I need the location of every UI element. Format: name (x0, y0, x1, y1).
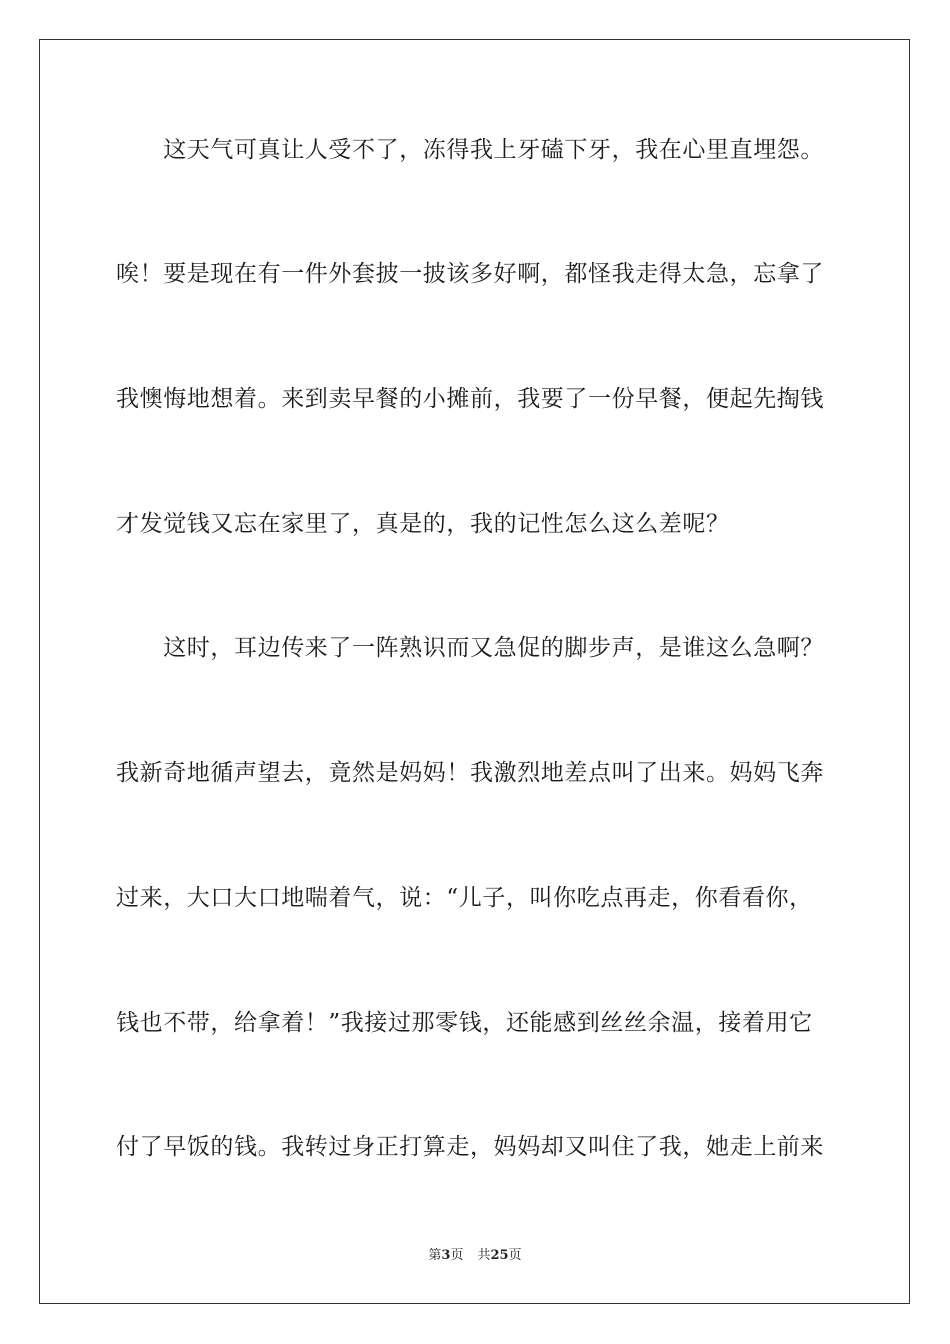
page-footer (0, 1247, 950, 1265)
body-line-1: 这天气可真让人受不了，冻得我上牙磕下牙，我在心里直埋怨。 (116, 137, 824, 163)
body-line-6: 我新奇地循声望去，竟然是妈妈！我激烈地差点叫了出来。妈妈飞奔 (116, 760, 824, 786)
footer-page-unit: 页 (450, 1248, 464, 1263)
current-page-number: 3 (441, 1248, 451, 1263)
footer-prefix: 第 (428, 1248, 442, 1263)
body-line-3: 我懊悔地想着。来到卖早餐的小摊前，我要了一份早餐，便起先掏钱 (116, 386, 824, 412)
footer-total-prefix: 共 (477, 1248, 491, 1263)
body-line-2: 唉！要是现在有一件外套披一披该多好啊，都怪我走得太急，忘拿了 (116, 261, 824, 287)
body-line-7: 过来，大口大口地喘着气，说：“儿子，叫你吃点再走，你看看你， (116, 885, 813, 911)
body-line-5: 这时，耳边传来了一阵熟识而又急促的脚步声，是谁这么急啊？ (116, 635, 824, 661)
body-line-9: 付了早饭的钱。我转过身正打算走，妈妈却又叫住了我，她走上前来 (116, 1134, 824, 1160)
page-border (39, 39, 910, 1304)
body-line-4: 才发觉钱又忘在家里了，真是的，我的记性怎么这么差呢？ (116, 511, 730, 537)
footer-total-unit: 页 (508, 1248, 522, 1263)
body-line-8: 钱也不带，给拿着！”我接过那零钱，还能感到丝丝余温，接着用它 (116, 1010, 813, 1036)
total-pages-number: 25 (490, 1248, 509, 1263)
